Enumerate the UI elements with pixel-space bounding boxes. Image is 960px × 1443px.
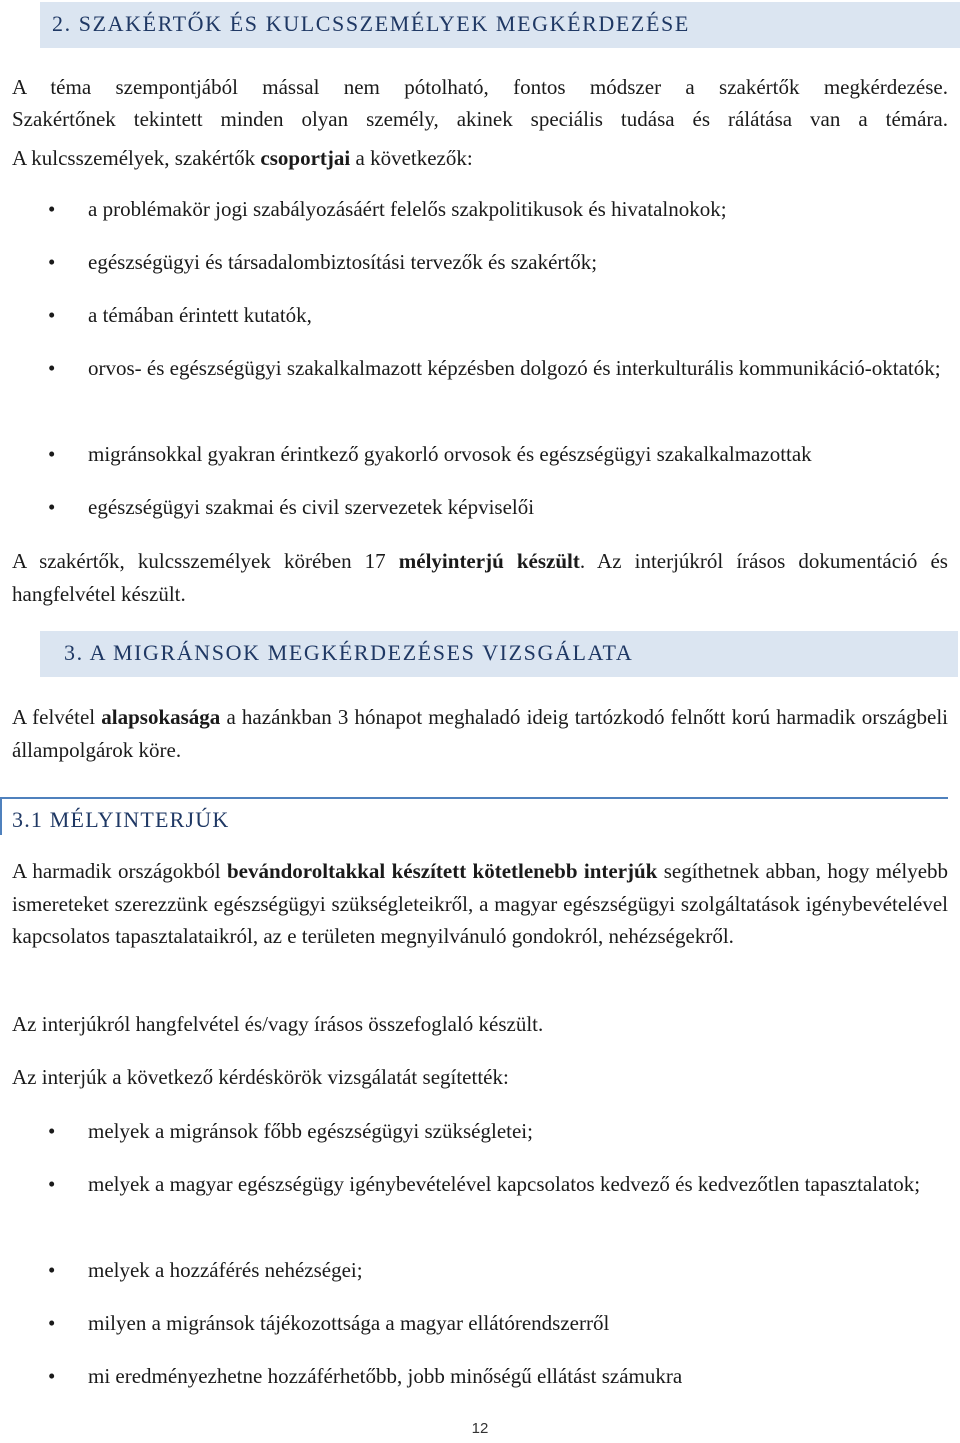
- intro-line-3: A kulcsszemélyek, szakértők csoportjai a következők:: [12, 146, 473, 170]
- bullet-icon: •: [48, 495, 56, 519]
- population-bold: alapsokasága: [101, 705, 221, 729]
- interviews-bold: mélyinterjú készült: [398, 549, 580, 573]
- list-item-text: a témában érintett kutatók,: [88, 303, 312, 327]
- list-item-text: melyek a magyar egészségügy igénybevételével kapcsolatos kedvező és kedvezőtlen tapasztalatok;: [88, 1172, 921, 1196]
- indepth-paragraph: A harmadik országokból bevándoroltakkal készített kötetlenebb interjúk segíthetnek abban, hogy mélyebb ismereteket szerezzünk egészségügyi szükségleteikről, a magyar egészségügyi szolgáltatások igénybevételével kapcsolatos tapasztalataikról, az e területen megnyilvánuló gondokról, nehézségekről.: [12, 859, 949, 948]
- bullet-icon: •: [48, 197, 56, 221]
- bullet-icon: •: [48, 1364, 56, 1388]
- bullet-icon: •: [48, 356, 56, 380]
- list-item-text: migránsokkal gyakran érintkező gyakorló orvosok és egészségügyi szakalkalmazottak: [88, 442, 812, 466]
- groups-bold: csoportjai: [260, 146, 351, 170]
- population-paragraph: A felvétel alapsokasága a hazánkban 3 hónapot meghaladó ideig tartózkodó felnőtt korú harmadik országbeli állampolgárok köre.: [12, 705, 948, 762]
- page-number: 12: [471, 1420, 489, 1437]
- list-item-text: mi eredményezhetne hozzáférhetőbb, jobb minőségű ellátást számukra: [88, 1364, 683, 1388]
- expert-summary: A szakértők, kulcsszemélyek körében 17 mélyinterjú készült. Az interjúkról írásos dokumentáció és hangfelvétel készült.: [12, 549, 948, 606]
- bullet-icon: •: [48, 250, 56, 274]
- bullet-icon: •: [48, 1172, 56, 1196]
- bullet-icon: •: [48, 442, 56, 466]
- list-item-text: orvos- és egészségügyi szakalkalmazott képzésben dolgozó és interkulturális kommunikáció-oktatók;: [88, 356, 941, 380]
- bullet-icon: •: [48, 1258, 56, 1282]
- bullet-icon: •: [48, 1311, 56, 1335]
- list-item-text: egészségügyi és társadalombiztosítási tervezők és szakértők;: [88, 250, 598, 274]
- intro-line-1: A téma szempontjából mással nem pótolható, fontos módszer a szakértők megkérdezése.: [12, 75, 948, 99]
- topics-intro: Az interjúk a következő kérdéskörök vizsgálatát segítették:: [12, 1065, 509, 1089]
- bullet-icon: •: [48, 303, 56, 327]
- section-3-heading: 3. A MIGRÁNSOK MEGKÉRDEZÉSES VIZSGÁLATA: [40, 631, 958, 677]
- list-item-text: melyek a hozzáférés nehézségei;: [88, 1258, 363, 1282]
- intro-line-2: Szakértőnek tekintett minden olyan személy, akinek speciális tudása és rálátása van a témára.: [12, 107, 948, 131]
- list-item-text: egészségügyi szakmai és civil szervezetek képviselői: [88, 495, 535, 519]
- list-item-text: a problémakör jogi szabályozásáért felelős szakpolitikusok és hivatalnokok;: [88, 197, 727, 221]
- list-item-text: milyen a migránsok tájékozottsága a magyar ellátórendszerről: [88, 1311, 610, 1335]
- section-3-1-heading: 3.1 MÉLYINTERJÚK: [0, 797, 948, 835]
- indepth-bold: bevándoroltakkal készített kötetlenebb interjúk: [226, 859, 658, 883]
- section-2-heading: 2. SZAKÉRTŐK ÉS KULCSSZEMÉLYEK MEGKÉRDEZÉSE: [40, 2, 960, 48]
- bullet-icon: •: [48, 1119, 56, 1143]
- recording-paragraph: Az interjúkról hangfelvétel és/vagy írásos összefoglaló készült.: [12, 1012, 544, 1036]
- list-item-text: melyek a migránsok főbb egészségügyi szükségletei;: [88, 1119, 533, 1143]
